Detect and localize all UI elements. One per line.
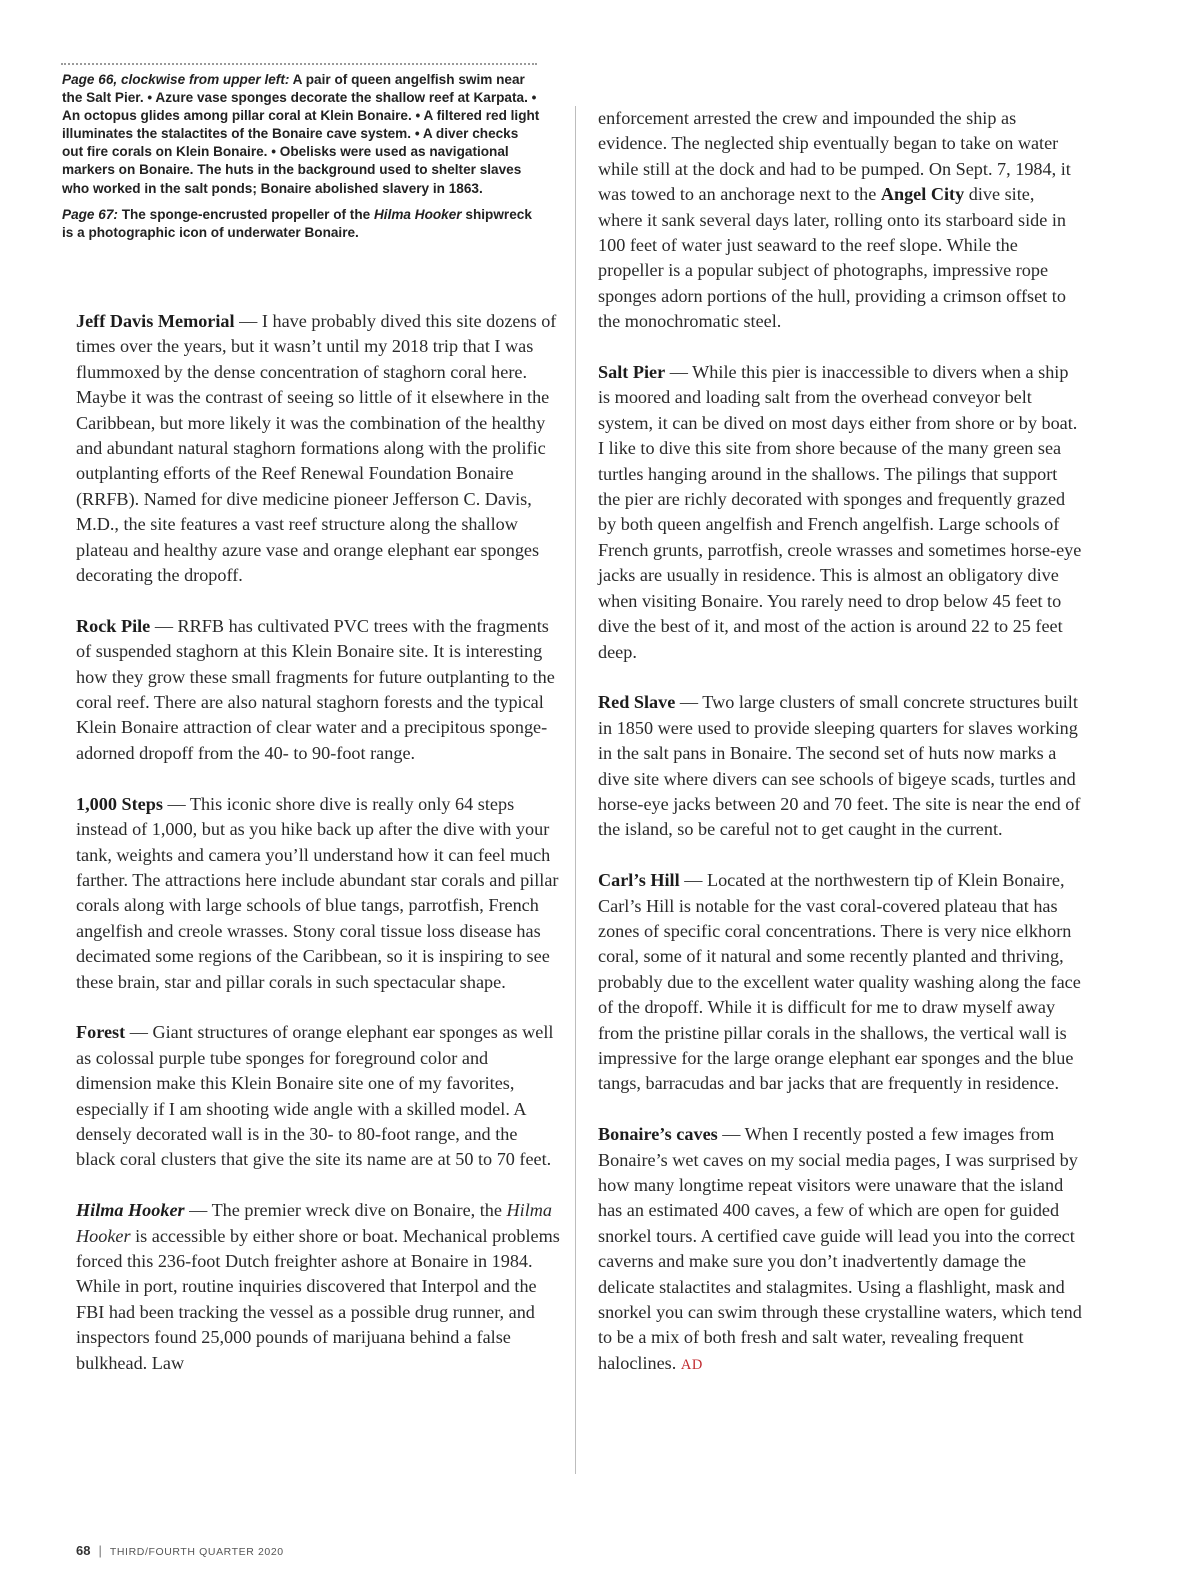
page-number: 68 [76,1543,91,1558]
dive-site-entry [598,690,1082,842]
end-of-article-mark: AD [680,1356,703,1373]
ship-name: Hilma Hooker [76,1200,552,1246]
issue-label: THIRD/FOURTH QUARTER 2020 [109,1546,284,1558]
dive-site-heading: Red Slave [598,692,676,713]
dive-site-body: — I have probably dived this site dozens of times over the years, but it wasn’t until my 2018 trip that I was flummoxed by the dense concentration of staghorn coral here. Maybe it was the contrast of seeing so little of it elsewhere in the Caribbean, but more likely it was the combination of the healthy and abundant natural staghorn formations along with the prolific outplanting efforts of the Reef Renewal Foundation Bonaire (RRFB). Named for dive medicine pioneer Jefferson C. Davis, M.D., the site features a vast reef structure along the shallow plateau and healthy azure vase and orange elephant ear sponges decorating the dropoff. [76,311,557,586]
dive-site-heading: Angel City [880,184,965,205]
page-footer [76,1542,284,1560]
dive-site-heading: Jeff Davis Memorial [76,311,235,331]
continued-paragraph [598,106,1082,335]
article-column-right [598,106,1082,1404]
dive-site-body: — When I recently posted a few images from Bonaire’s wet caves on my social media pages, I was surprised by how many longtime repeat visitors were unaware that the island has an estimated 400 caves, a few of which are open for guided snorkel tours. A certified cave guide will lead you into the correct caverns and make sure you don’t inadvertently damage the delicate stalactites and stalagmites. Using a flashlight, mask and snorkel you can swim through these crystalline waters, which tend to be a mix of both fresh and salt water, revealing frequent haloclines. [598,1124,1082,1373]
column-divider [575,106,576,1474]
dive-site-entry [76,614,560,766]
caption-lead: Page 67: [62,206,118,222]
dive-site-entry [76,309,560,588]
dive-site-body: — The premier wreck dive on Bonaire, the [184,1200,507,1221]
dive-site-entry [76,1198,560,1376]
dive-site-entry [598,868,1082,1097]
dive-site-body: — While this pier is inaccessible to divers when a ship is moored and loading salt from the overhead conveyor belt system, it can be dived on most days either from shore or by boat. I like to dive this site from shore because of the many green sea turtles hanging around in the shallows. The pilings that support the pier are richly decorated with sponges and frequently grazed by both queen angelfish and French angelfish. Large schools of French grunts, parrotfish, creole wrasses and sometimes horse-eye jacks are usually in residence. This is almost an obligatory dive when visiting Bonaire. You rarely need to drop below 45 feet to dive the best of it, and most of the action is around 22 to 25 feet deep. [598,362,1082,662]
caption-text: A pair of queen angelfish swim near the Salt Pier. • Azure vase sponges decorate the shallow reef at Karpata. • An octopus glides among pillar coral at Klein Bonaire. • A filtered red light illuminates the stalactites of the Bonaire cave system. • A diver checks out fire corals on Klein Bonaire. • Obelisks were used as navigational markers on Bonaire. The huts in the background used to shelter slaves who worked in the salt ponds; Bonaire abolished slavery in 1863. [62,72,540,196]
caption-dotted-rule [61,63,537,65]
dive-site-heading: Bonaire’s caves [598,1124,718,1145]
caption-page-66 [62,71,540,198]
continued-text: dive site, where it sank several days later, rolling onto its starboard side in 100 feet of water just seaward to the reef slope. While the propeller is a popular subject of photographs, impressive rope sponges adorn portions of the hull, providing a crimson offset to the monochromatic steel. [598,184,1066,332]
dive-site-entry [76,1020,560,1172]
dive-site-body: — This iconic shore dive is really only 64 steps instead of 1,000, but as you hike back up after the dive with your tank, weights and camera you’ll understand how it can feel much farther. The attractions here include abundant star corals and pillar corals along with large schools of blue tangs, parrotfish, French angelfish and creole wrasses. Stony coral tissue loss disease has decimated some regions of the Caribbean, so it is inspiring to see these brain, star and pillar corals in such spectacular shape. [76,793,559,992]
dive-site-entry [598,360,1082,665]
dive-site-heading: Forest [76,1022,126,1043]
dive-site-body: — Located at the northwestern tip of Klein Bonaire, Carl’s Hill is notable for the vast coral-covered plateau that has zones of specific coral concentrations. There is very nice elkhorn coral, some of it natural and some recently planted and thriving, probably due to the excellent water quality washing along the face of the dropoff. While it is difficult for me to draw myself away from the pristine pillar corals in the shallows, the vertical wall is impressive for the large orange elephant ear sponges and the blue tangs, barracudas and bar jacks that are frequently in residence. [598,870,1081,1094]
caption-lead: Page 66, clockwise from upper left: [62,72,290,87]
dive-site-entry [598,1122,1082,1378]
caption-ship-name: Hilma Hooker [373,206,462,222]
dive-site-heading: Salt Pier [598,362,666,383]
photo-captions [62,71,540,250]
dive-site-body: is accessible by either shore or boat. Mechanical problems forced this 236-foot Dutch freighter ashore at Bonaire in 1984. While in port, routine inquiries discovered that Interpol and the FBI had been tracking the vessel as a possible drug runner, and inspectors found 25,000 pounds of marijuana behind a false bulkhead. Law [76,1225,560,1373]
dive-site-heading: Rock Pile [76,615,151,636]
article-column-left [76,309,560,1401]
continued-text: enforcement arrested the crew and impounded the ship as evidence. The neglected ship eventually began to take on water while still at the dock and had to be pumped. On Sept. 7, 1984, it was towed to an anchorage next to the [598,108,1071,205]
caption-text: shipwreck is a photographic icon of underwater Bonaire. [62,206,532,240]
dive-site-heading: 1,000 Steps [76,793,163,814]
dive-site-heading [76,1200,185,1220]
ship-name: Hilma Hooker [76,1200,185,1221]
caption-text: The sponge-encrusted propeller of the [117,206,374,222]
dive-site-heading: Carl’s Hill [598,870,680,891]
footer-separator: | [98,1543,102,1558]
dive-site-body: — RRFB has cultivated PVC trees with the fragments of suspended staghorn at this Klein Bonaire site. It is interesting how they grow these small fragments for future outplanting to the coral reef. There are also natural staghorn forests and the typical Klein Bonaire attraction of clear water and a precipitous sponge-adorned dropoff from the 40- to 90-foot range. [76,615,555,763]
dive-site-entry [76,792,560,995]
dive-site-body: — Giant structures of orange elephant ear sponges as well as colossal purple tube sponges for foreground color and dimension make this Klein Bonaire site one of my favorites, especially if I am shooting wide angle with a skilled model. A densely decorated wall is in the 30- to 80-foot range, and the black coral clusters that give the site its name are at 50 to 70 feet. [76,1022,554,1170]
dive-site-body: — Two large clusters of small concrete structures built in 1850 were used to provide sleeping quarters for slaves working in the salt pans in Bonaire. The second set of huts now marks a dive site where divers can see schools of bigeye scads, turtles and horse-eye jacks between 20 and 70 feet. The site is near the end of the island, so be careful not to get caught in the current. [598,692,1081,840]
caption-page-67 [62,206,540,242]
